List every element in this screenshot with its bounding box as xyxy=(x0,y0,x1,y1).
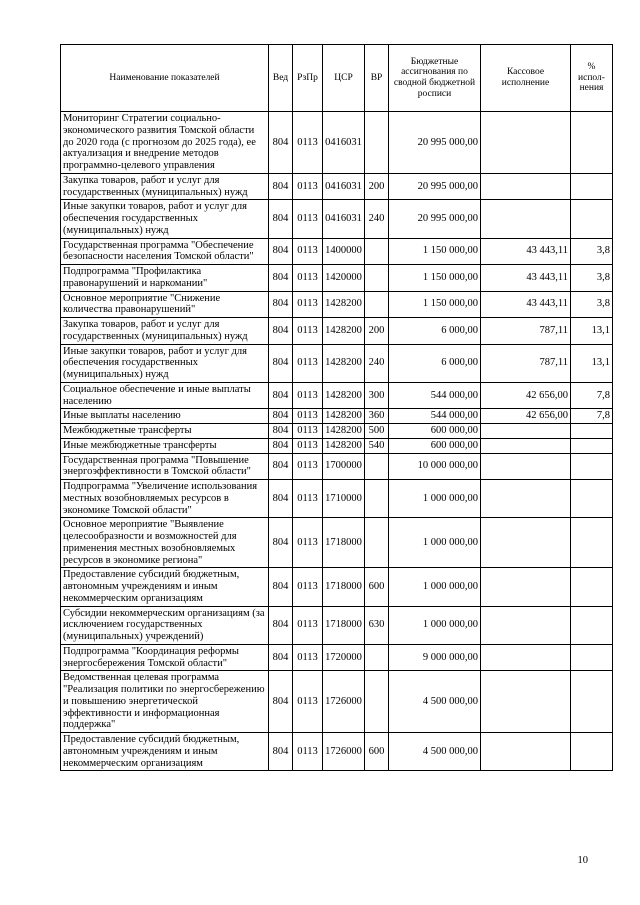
cell-ved: 804 xyxy=(269,644,293,671)
table-row xyxy=(61,438,613,453)
cell-vr xyxy=(365,291,389,318)
cell-csr: 1420000 xyxy=(323,265,365,292)
cell-budget: 600 000,00 xyxy=(389,424,481,439)
cell-ved: 804 xyxy=(269,438,293,453)
cell-name: Подпрограмма "Профилактика правонарушений и наркомании" xyxy=(61,265,269,292)
cell-percent xyxy=(571,733,613,771)
cell-csr: 1428200 xyxy=(323,438,365,453)
cell-name: Основное мероприятие "Выявление целесообразности и возможностей для применения местных возобновляемых ресурсов в экономике региона" xyxy=(61,518,269,568)
budget-table xyxy=(60,44,613,771)
cell-name: Ведомственная целевая программа "Реализация политики по энергосбережению и повышению энергетической эффективности и информационная поддержка" xyxy=(61,671,269,733)
table-row xyxy=(61,238,613,265)
cell-csr: 1428200 xyxy=(323,424,365,439)
cell-budget: 4 500 000,00 xyxy=(389,733,481,771)
cell-csr: 1428200 xyxy=(323,318,365,345)
cell-name: Предоставление субсидий бюджетным, автономным учреждениям и иным некоммерческим организациям xyxy=(61,568,269,606)
cell-rzpr: 0113 xyxy=(293,291,323,318)
cell-ved: 804 xyxy=(269,200,293,238)
cell-name: Мониторинг Стратегии социально-экономического развития Томской области до 2020 года (с прогнозом до 2025 года), ее актуализация и внедрение методов программно-целевого управления xyxy=(61,112,269,174)
cell-percent xyxy=(571,568,613,606)
cell-budget: 600 000,00 xyxy=(389,438,481,453)
cell-cash xyxy=(481,424,571,439)
cell-rzpr: 0113 xyxy=(293,480,323,518)
cell-name: Межбюджетные трансферты xyxy=(61,424,269,439)
table-row xyxy=(61,173,613,200)
cell-name: Предоставление субсидий бюджетным, автономным учреждениям и иным некоммерческим организациям xyxy=(61,733,269,771)
cell-vr: 500 xyxy=(365,424,389,439)
header-rzpr: РзПр xyxy=(293,45,323,112)
cell-percent xyxy=(571,112,613,174)
cell-percent: 7,8 xyxy=(571,382,613,409)
cell-budget: 1 000 000,00 xyxy=(389,518,481,568)
cell-cash: 42 656,00 xyxy=(481,382,571,409)
cell-vr xyxy=(365,671,389,733)
cell-percent: 3,8 xyxy=(571,265,613,292)
cell-cash xyxy=(481,438,571,453)
cell-ved: 804 xyxy=(269,568,293,606)
cell-rzpr: 0113 xyxy=(293,173,323,200)
cell-vr xyxy=(365,644,389,671)
table-body xyxy=(61,112,613,771)
cell-vr xyxy=(365,265,389,292)
cell-cash xyxy=(481,644,571,671)
table-row xyxy=(61,568,613,606)
cell-budget: 20 995 000,00 xyxy=(389,200,481,238)
cell-cash: 43 443,11 xyxy=(481,265,571,292)
cell-cash xyxy=(481,518,571,568)
cell-ved: 804 xyxy=(269,606,293,644)
cell-cash xyxy=(481,480,571,518)
cell-ved: 804 xyxy=(269,318,293,345)
cell-ved: 804 xyxy=(269,424,293,439)
cell-rzpr: 0113 xyxy=(293,382,323,409)
cell-csr: 0416031 xyxy=(323,200,365,238)
header-csr: ЦСР xyxy=(323,45,365,112)
cell-name: Закупка товаров, работ и услуг для государственных (муниципальных) нужд xyxy=(61,173,269,200)
cell-cash xyxy=(481,173,571,200)
cell-cash: 43 443,11 xyxy=(481,291,571,318)
cell-ved: 804 xyxy=(269,173,293,200)
cell-vr: 630 xyxy=(365,606,389,644)
cell-percent xyxy=(571,173,613,200)
cell-vr xyxy=(365,518,389,568)
cell-budget: 1 000 000,00 xyxy=(389,606,481,644)
table-row xyxy=(61,382,613,409)
cell-budget: 544 000,00 xyxy=(389,382,481,409)
table-row xyxy=(61,671,613,733)
table-row xyxy=(61,518,613,568)
cell-budget: 1 000 000,00 xyxy=(389,568,481,606)
cell-csr: 1726000 xyxy=(323,733,365,771)
cell-ved: 804 xyxy=(269,112,293,174)
cell-percent xyxy=(571,518,613,568)
cell-name: Подпрограмма "Увеличение использования местных возобновляемых ресурсов в экономике Томской области" xyxy=(61,480,269,518)
cell-vr: 360 xyxy=(365,409,389,424)
cell-ved: 804 xyxy=(269,480,293,518)
cell-ved: 804 xyxy=(269,733,293,771)
cell-cash xyxy=(481,671,571,733)
page-number: 10 xyxy=(577,855,588,866)
header-ved: Вед xyxy=(269,45,293,112)
cell-rzpr: 0113 xyxy=(293,200,323,238)
cell-budget: 544 000,00 xyxy=(389,409,481,424)
cell-ved: 804 xyxy=(269,344,293,382)
cell-ved: 804 xyxy=(269,518,293,568)
cell-percent xyxy=(571,453,613,480)
cell-csr: 0416031 xyxy=(323,173,365,200)
cell-rzpr: 0113 xyxy=(293,518,323,568)
cell-csr: 1710000 xyxy=(323,480,365,518)
cell-csr: 1428200 xyxy=(323,409,365,424)
cell-budget: 9 000 000,00 xyxy=(389,644,481,671)
cell-ved: 804 xyxy=(269,453,293,480)
cell-percent: 3,8 xyxy=(571,238,613,265)
cell-budget: 20 995 000,00 xyxy=(389,112,481,174)
cell-csr: 1428200 xyxy=(323,382,365,409)
cell-rzpr: 0113 xyxy=(293,424,323,439)
cell-vr: 240 xyxy=(365,200,389,238)
cell-cash xyxy=(481,453,571,480)
cell-vr xyxy=(365,238,389,265)
cell-budget: 4 500 000,00 xyxy=(389,671,481,733)
table-row xyxy=(61,480,613,518)
header-vr: ВР xyxy=(365,45,389,112)
cell-vr xyxy=(365,480,389,518)
header-percent: % испол-нения xyxy=(571,45,613,112)
cell-budget: 1 150 000,00 xyxy=(389,265,481,292)
cell-csr: 1400000 xyxy=(323,238,365,265)
table-row xyxy=(61,606,613,644)
cell-rzpr: 0113 xyxy=(293,568,323,606)
table-row xyxy=(61,291,613,318)
cell-budget: 1 150 000,00 xyxy=(389,238,481,265)
cell-rzpr: 0113 xyxy=(293,733,323,771)
cell-vr: 200 xyxy=(365,173,389,200)
cell-rzpr: 0113 xyxy=(293,671,323,733)
cell-budget: 20 995 000,00 xyxy=(389,173,481,200)
cell-ved: 804 xyxy=(269,291,293,318)
cell-ved: 804 xyxy=(269,382,293,409)
cell-cash xyxy=(481,733,571,771)
cell-name: Иные выплаты населению xyxy=(61,409,269,424)
cell-cash xyxy=(481,200,571,238)
cell-csr: 1718000 xyxy=(323,518,365,568)
cell-vr: 540 xyxy=(365,438,389,453)
cell-percent xyxy=(571,438,613,453)
cell-name: Основное мероприятие "Снижение количества правонарушений" xyxy=(61,291,269,318)
cell-rzpr: 0113 xyxy=(293,265,323,292)
cell-name: Иные закупки товаров, работ и услуг для обеспечения государственных (муниципальных) нужд xyxy=(61,200,269,238)
table-header-row xyxy=(61,45,613,112)
cell-name: Иные межбюджетные трансферты xyxy=(61,438,269,453)
cell-cash: 787,11 xyxy=(481,318,571,345)
cell-cash xyxy=(481,568,571,606)
table-row xyxy=(61,424,613,439)
cell-percent: 7,8 xyxy=(571,409,613,424)
cell-budget: 10 000 000,00 xyxy=(389,453,481,480)
cell-csr: 1718000 xyxy=(323,606,365,644)
cell-percent xyxy=(571,480,613,518)
cell-percent xyxy=(571,606,613,644)
cell-name: Субсидии некоммерческим организациям (за исключением государственных (муниципальных) учреждений) xyxy=(61,606,269,644)
header-cash: Кассовое исполнение xyxy=(481,45,571,112)
cell-ved: 804 xyxy=(269,671,293,733)
cell-vr xyxy=(365,112,389,174)
cell-percent xyxy=(571,200,613,238)
cell-vr xyxy=(365,453,389,480)
cell-rzpr: 0113 xyxy=(293,318,323,345)
cell-csr: 1726000 xyxy=(323,671,365,733)
cell-csr: 1718000 xyxy=(323,568,365,606)
table-row xyxy=(61,453,613,480)
cell-csr: 1720000 xyxy=(323,644,365,671)
cell-budget: 6 000,00 xyxy=(389,344,481,382)
cell-name: Иные закупки товаров, работ и услуг для обеспечения государственных (муниципальных) нужд xyxy=(61,344,269,382)
cell-csr: 1428200 xyxy=(323,291,365,318)
cell-name: Закупка товаров, работ и услуг для государственных (муниципальных) нужд xyxy=(61,318,269,345)
cell-vr: 240 xyxy=(365,344,389,382)
cell-csr: 1700000 xyxy=(323,453,365,480)
cell-ved: 804 xyxy=(269,265,293,292)
cell-percent: 13,1 xyxy=(571,318,613,345)
table-row xyxy=(61,409,613,424)
cell-rzpr: 0113 xyxy=(293,409,323,424)
cell-percent xyxy=(571,644,613,671)
cell-rzpr: 0113 xyxy=(293,453,323,480)
cell-cash xyxy=(481,606,571,644)
cell-name: Подпрограмма "Координация реформы энергосбережения Томской области" xyxy=(61,644,269,671)
header-name: Наименование показателей xyxy=(61,45,269,112)
cell-budget: 1 000 000,00 xyxy=(389,480,481,518)
cell-rzpr: 0113 xyxy=(293,438,323,453)
cell-cash: 787,11 xyxy=(481,344,571,382)
table-row xyxy=(61,733,613,771)
cell-budget: 6 000,00 xyxy=(389,318,481,345)
cell-cash xyxy=(481,112,571,174)
table-row xyxy=(61,344,613,382)
cell-percent xyxy=(571,424,613,439)
cell-rzpr: 0113 xyxy=(293,606,323,644)
cell-rzpr: 0113 xyxy=(293,112,323,174)
cell-name: Социальное обеспечение и иные выплаты населению xyxy=(61,382,269,409)
table-row xyxy=(61,200,613,238)
cell-csr: 0416031 xyxy=(323,112,365,174)
header-budget: Бюджетные ассигнования по сводной бюджетной росписи xyxy=(389,45,481,112)
cell-ved: 804 xyxy=(269,409,293,424)
cell-rzpr: 0113 xyxy=(293,344,323,382)
cell-ved: 804 xyxy=(269,238,293,265)
cell-percent: 13,1 xyxy=(571,344,613,382)
table-row xyxy=(61,644,613,671)
cell-rzpr: 0113 xyxy=(293,644,323,671)
cell-percent xyxy=(571,671,613,733)
table-row xyxy=(61,318,613,345)
cell-name: Государственная программа "Обеспечение безопасности населения Томской области" xyxy=(61,238,269,265)
cell-vr: 600 xyxy=(365,733,389,771)
cell-rzpr: 0113 xyxy=(293,238,323,265)
cell-vr: 600 xyxy=(365,568,389,606)
table-row xyxy=(61,112,613,174)
cell-budget: 1 150 000,00 xyxy=(389,291,481,318)
cell-cash: 43 443,11 xyxy=(481,238,571,265)
cell-name: Государственная программа "Повышение энергоэффективности в Томской области" xyxy=(61,453,269,480)
cell-csr: 1428200 xyxy=(323,344,365,382)
table-row xyxy=(61,265,613,292)
cell-percent: 3,8 xyxy=(571,291,613,318)
cell-cash: 42 656,00 xyxy=(481,409,571,424)
cell-vr: 200 xyxy=(365,318,389,345)
cell-vr: 300 xyxy=(365,382,389,409)
